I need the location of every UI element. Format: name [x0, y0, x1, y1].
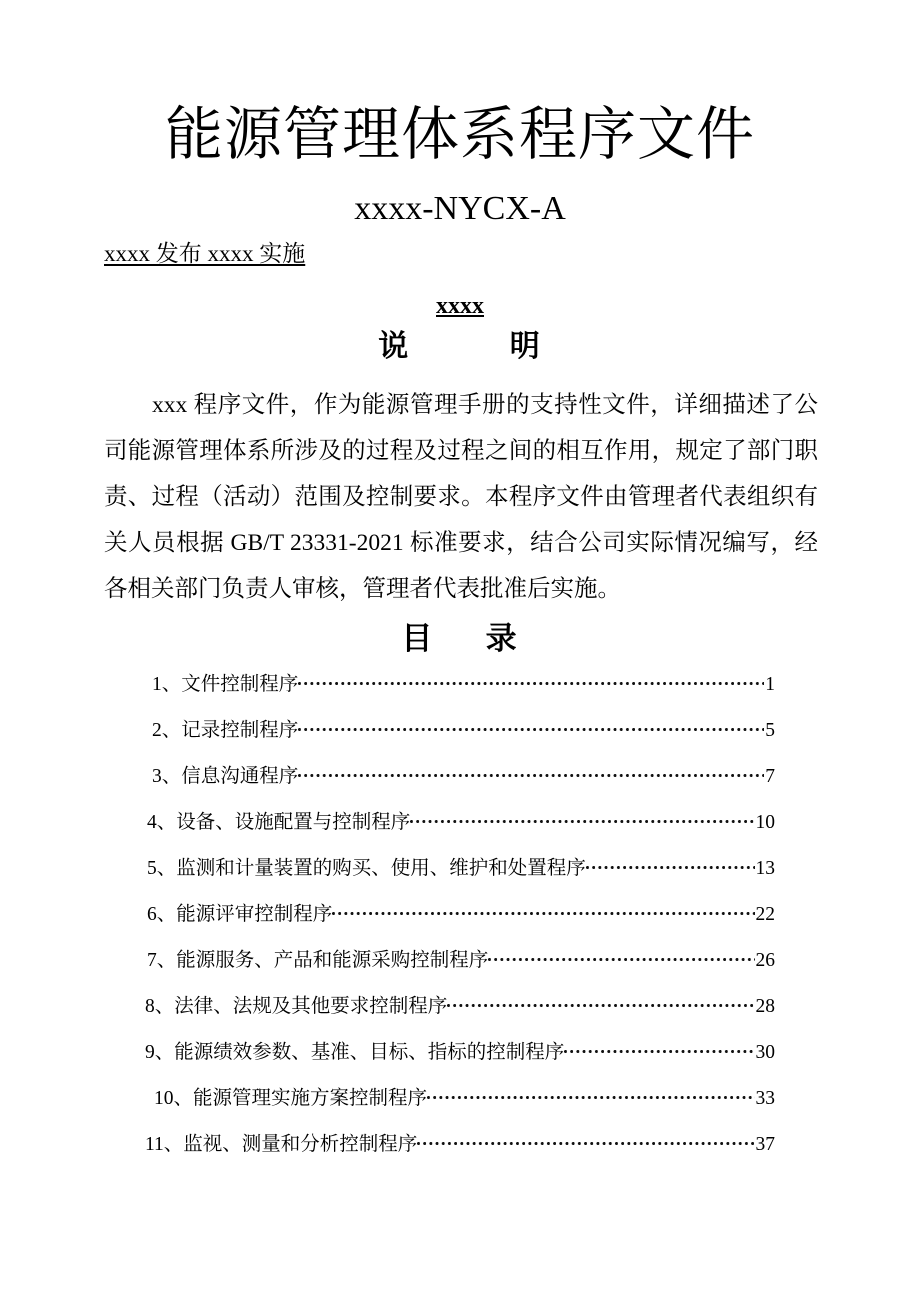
toc-item-label: 3、信息沟通程序: [152, 766, 299, 787]
issue-implementation-line: xxxx 发布 xxxx 实施: [104, 241, 306, 266]
preface-body-text: xxx 程序文件，作为能源管理手册的支持性文件，详细描述了公司能源管理体系所涉及的过程及过程之间的相互作用，规定了部门职责、过程（活动）范围及控制要求。本程序文件由管理者代表组织有关人员根据 GB/T 23331-2021 标准要求，结合公司实际情况编写，经各相关部门负责人审核，管理者代表批准后实施。: [104, 392, 818, 602]
toc-item-label: 9、能源绩效参数、基准、目标、指标的控制程序: [145, 1042, 565, 1063]
toc-item-page: 37: [755, 1134, 775, 1155]
toc-item-page: 33: [755, 1088, 775, 1109]
table-of-contents: [0, 672, 920, 1178]
toc-dot-leader: [427, 1086, 754, 1104]
toc-item-page: 7: [765, 766, 775, 787]
toc-item-page: 5: [765, 720, 775, 741]
toc-item-page: 26: [755, 950, 775, 971]
toc-item[interactable]: [0, 672, 920, 718]
document-title: 能源管理体系程序文件: [164, 100, 755, 168]
toc-item-label: 4、设备、设施配置与控制程序: [147, 812, 411, 833]
toc-dot-leader: [586, 856, 755, 874]
company-name: xxxx: [436, 293, 484, 319]
document-code: xxxx-NYCX-A: [354, 190, 566, 227]
toc-item[interactable]: [0, 810, 920, 856]
company-name-line: [0, 290, 920, 322]
toc-item[interactable]: [0, 994, 920, 1040]
toc-item-label: 10、能源管理实施方案控制程序: [154, 1088, 428, 1109]
toc-dot-leader: [332, 902, 754, 920]
toc-item-page: 30: [755, 1042, 775, 1063]
toc-dot-leader: [447, 994, 754, 1012]
toc-item-label: 11、监视、测量和分析控制程序: [145, 1134, 418, 1155]
toc-dot-leader: [298, 672, 764, 690]
preface-heading: 说 明: [378, 329, 542, 364]
toc-item-page: 28: [755, 996, 775, 1017]
toc-item-label: 2、记录控制程序: [152, 720, 299, 741]
toc-item-label: 5、监测和计量装置的购买、使用、维护和处置程序: [147, 858, 586, 879]
toc-item-label: 7、能源服务、产品和能源采购控制程序: [147, 950, 489, 971]
toc-dot-leader: [410, 810, 754, 828]
toc-item[interactable]: [0, 902, 920, 948]
toc-item-label: 8、法律、法规及其他要求控制程序: [145, 996, 448, 1017]
toc-item[interactable]: [0, 718, 920, 764]
toc-item-page: 10: [755, 812, 775, 833]
toc-item[interactable]: [0, 1086, 920, 1132]
toc-dot-leader: [417, 1132, 754, 1150]
toc-dot-leader: [298, 718, 764, 736]
toc-item-label: 6、能源评审控制程序: [147, 904, 333, 925]
toc-item-page: 1: [765, 674, 775, 695]
toc-item[interactable]: [0, 1040, 920, 1086]
toc-dot-leader: [298, 764, 764, 782]
toc-dot-leader: [488, 948, 754, 966]
toc-item[interactable]: [0, 764, 920, 810]
toc-item-page: 22: [755, 904, 775, 925]
toc-item[interactable]: [0, 1132, 920, 1178]
toc-item-page: 13: [755, 858, 775, 879]
toc-dot-leader: [564, 1040, 754, 1058]
toc-item-label: 1、文件控制程序: [152, 674, 299, 695]
toc-heading: 目 录: [401, 621, 519, 657]
toc-item[interactable]: [0, 856, 920, 902]
toc-item[interactable]: [0, 948, 920, 994]
